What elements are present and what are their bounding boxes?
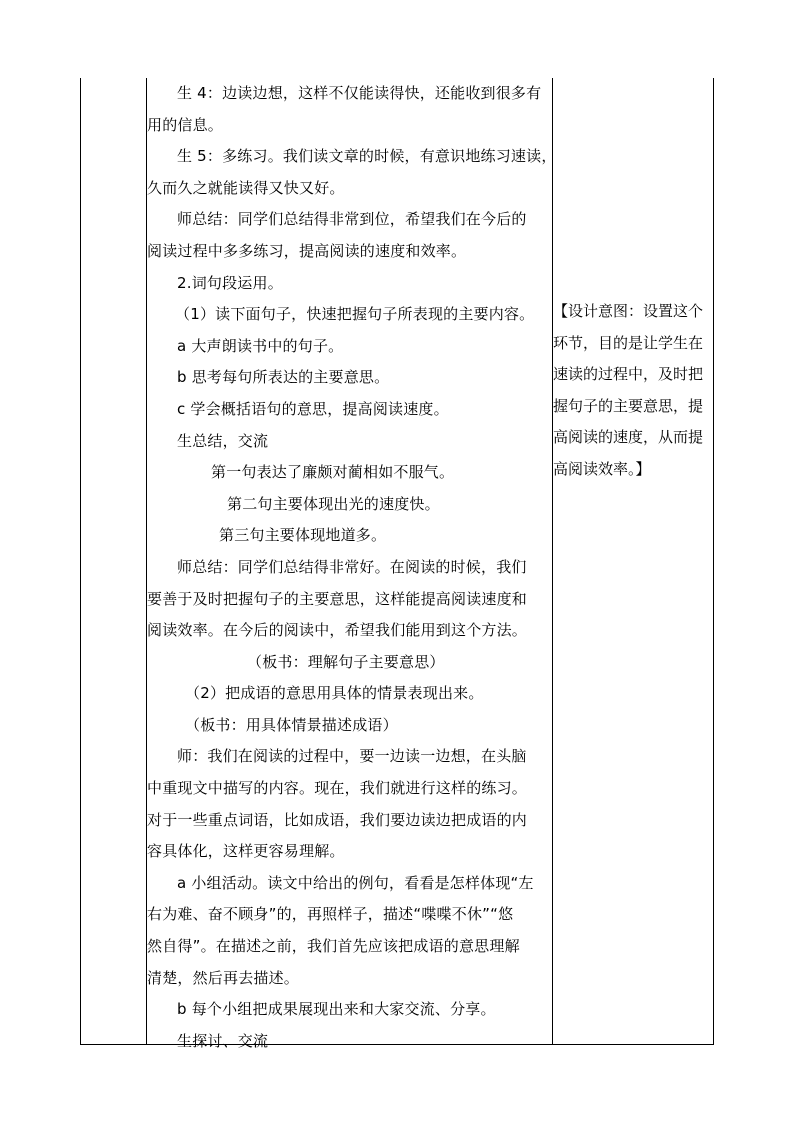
board-note: （板书：用具体情景描述成语）: [185, 715, 398, 734]
content-line: 生总结，交流: [177, 431, 269, 450]
content-line: 生探讨、交流: [177, 1031, 269, 1050]
table-border-right: [713, 78, 714, 1045]
content-line: 清楚，然后再去描述。: [147, 968, 300, 987]
content-line: 2.词句段运用。: [177, 273, 283, 292]
content-line: 第一句表达了廉颇对蔺相如不服气。: [211, 463, 455, 482]
note-line: 高阅读的速度，从而提: [553, 428, 704, 447]
content-line: 中重现文中描写的内容。现在，我们就进行这样的练习。: [147, 779, 528, 798]
content-line: （2）把成语的意思用具体的情景表现出来。: [185, 684, 484, 703]
note-line: 握句子的主要意思，提: [553, 396, 704, 415]
content-line: 师总结：同学们总结得非常到位，希望我们在今后的: [177, 210, 527, 229]
content-line: 然自得”。在描述之前，我们首先应该把成语的意思理解: [147, 937, 520, 956]
content-line: 第三句主要体现地道多。: [219, 526, 387, 545]
content-line: 阅读过程中多多练习，提高阅读的速度和效率。: [147, 241, 467, 260]
content-line: 要善于及时把握句子的主要意思，这样能提高阅读速度和: [147, 589, 528, 608]
lesson-content-cell: [147, 78, 557, 1057]
content-line: 用的信息。: [147, 115, 224, 134]
note-line: 环节，目的是让学生在: [553, 333, 704, 352]
board-note: （板书：理解句子主要意思）: [247, 652, 445, 671]
content-line: b 每个小组把成果展现出来和大家交流、分享。: [177, 1000, 496, 1019]
content-line: 右为难、奋不顾身”的，再照样子，描述“喋喋不休”“悠: [147, 905, 514, 924]
content-line: 生 4：边读边想，这样不仅能读得快，还能收到很多有: [177, 84, 542, 102]
content-line: 阅读效率。在今后的阅读中，希望我们能用到这个方法。: [147, 621, 528, 640]
table-border-col2: [552, 78, 553, 1045]
content-line: 师：我们在阅读的过程中，要一边读一边想，在头脑: [177, 747, 527, 766]
content-line: c 学会概括语句的意思，提高阅读速度。: [177, 399, 449, 418]
content-line: 久而久之就能读得又快又好。: [147, 178, 345, 197]
content-line: 对于一些重点词语，比如成语，我们要边读边把成语的内: [147, 810, 528, 829]
content-line: 师总结：同学们总结得非常好。在阅读的时候，我们: [177, 557, 527, 576]
content-line: a 小组活动。读文中给出的例句，看看是怎样体现“左: [177, 873, 534, 892]
note-line: 速读的过程中，及时把: [553, 365, 704, 384]
content-line: （1）读下面句子，快速把握句子所表现的主要内容。: [175, 305, 535, 324]
design-intent-cell: [553, 296, 718, 486]
content-line: 第二句主要体现出光的速度快。: [227, 494, 440, 513]
content-line: a 大声朗读书中的句子。: [177, 336, 344, 355]
content-line: 容具体化，这样更容易理解。: [147, 842, 345, 861]
content-line: 生 5：多练习。我们读文章的时候，有意识地练习速读，: [177, 147, 557, 166]
note-line: 高阅读效率。】: [553, 459, 651, 478]
content-line: b 思考每句所表达的主要意思。: [177, 368, 390, 387]
note-line: 【设计意图：设置这个: [553, 302, 704, 320]
table-border-left: [80, 78, 81, 1045]
